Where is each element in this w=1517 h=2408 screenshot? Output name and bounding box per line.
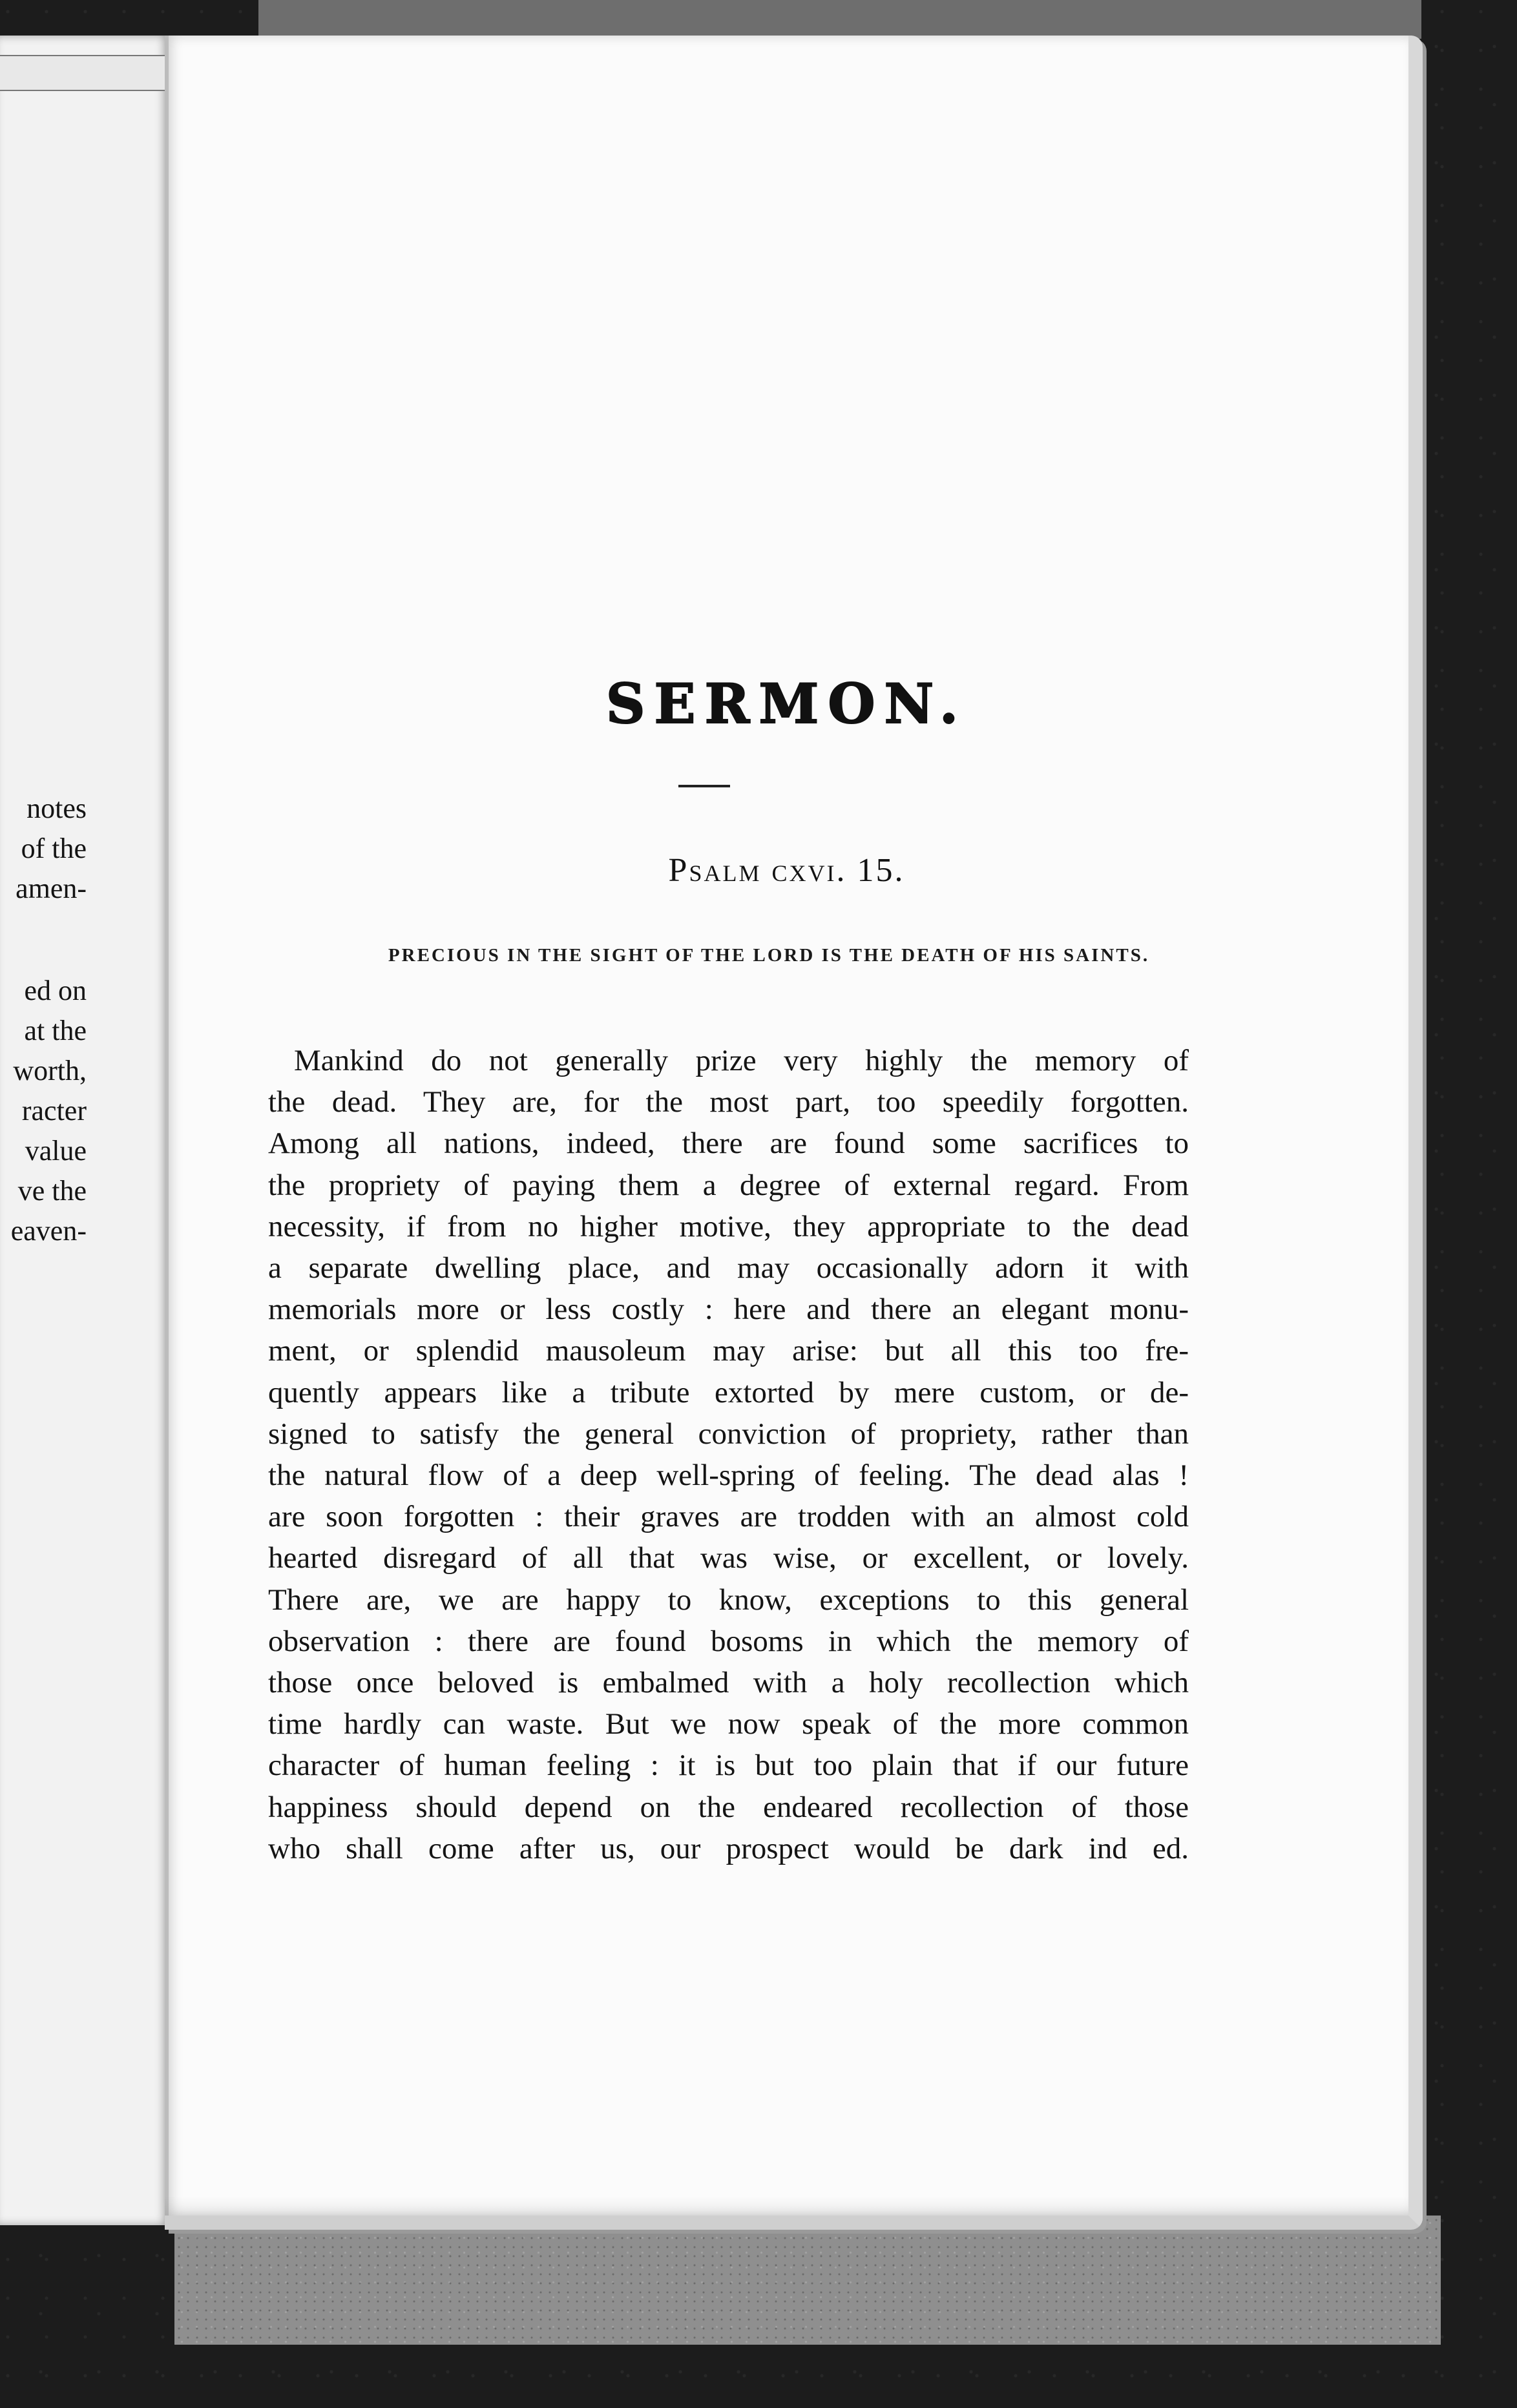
body-line: happiness should depend on the endeared recollection of those: [268, 1790, 1189, 1824]
left-fragment: racter: [21, 1095, 87, 1126]
body-line: are soon forgotten : their graves are trodden with an almost cold: [268, 1500, 1189, 1534]
heading-rule: [678, 785, 730, 787]
body-line: There are, we are happy to know, exceptions to this general: [268, 1583, 1189, 1617]
scripture-epigraph: PRECIOUS IN THE SIGHT OF THE LORD IS THE DEATH OF HIS SAINTS.: [388, 945, 1150, 966]
page-shadow: [165, 2196, 1408, 2216]
book-top-edge: [258, 0, 1421, 39]
left-fragment: worth,: [13, 1055, 87, 1086]
left-fragment: at the: [24, 1015, 87, 1046]
sermon-body: [268, 1040, 1189, 1869]
left-fragment: ve the: [17, 1175, 87, 1207]
left-fragment: amen-: [16, 873, 87, 904]
left-facing-page: [0, 36, 169, 2225]
body-line-text: Mankind do not generally prize very highly the memory of: [294, 1044, 1189, 1077]
body-line: Among all nations, indeed, there are found some sacrifices to: [268, 1126, 1189, 1161]
left-fragment: eaven-: [10, 1215, 87, 1247]
body-line: observation : there are found bosoms in which the memory of: [268, 1624, 1189, 1658]
body-line: time hardly can waste. But we now speak of the more common: [268, 1707, 1189, 1741]
body-line: [268, 1040, 1189, 1081]
left-page-tab: [0, 55, 169, 91]
body-line: hearted disregard of all that was wise, or excellent, or lovely.: [268, 1541, 1189, 1575]
body-line: a separate dwelling place, and may occasionally adorn it with: [268, 1251, 1189, 1285]
left-fragment: notes: [26, 793, 87, 824]
scripture-reference: Psalm cxvi. 15.: [668, 852, 905, 889]
left-fragment: value: [25, 1135, 87, 1167]
body-line: quently appears like a tribute extorted by mere custom, or de-: [268, 1375, 1189, 1409]
body-line: signed to satisfy the general conviction of propriety, rather than: [268, 1417, 1189, 1451]
body-line: the dead. They are, for the most part, too speedily forgotten.: [268, 1085, 1189, 1119]
body-line: those once beloved is embalmed with a holy recollection which: [268, 1666, 1189, 1700]
sermon-page: [165, 36, 1423, 2230]
page-heading: SERMON.: [605, 672, 968, 736]
body-line: memorials more or less costly : here and there an elegant monu-: [268, 1292, 1189, 1327]
body-line: character of human feeling : it is but too plain that if our future: [268, 1749, 1189, 1783]
body-line: the natural flow of a deep well-spring of feeling. The dead alas !: [268, 1458, 1189, 1493]
left-fragment: of the: [21, 833, 87, 864]
body-line: the propriety of paying them a degree of external regard. From: [268, 1168, 1189, 1202]
book-board-edge: [174, 2216, 1441, 2345]
body-line: ment, or splendid mausoleum may arise: but all this too fre-: [268, 1334, 1189, 1368]
left-fragment: ed on: [24, 975, 87, 1006]
body-line: necessity, if from no higher motive, they appropriate to the dead: [268, 1209, 1189, 1243]
page-gutter: [165, 36, 169, 2216]
body-line: who shall come after us, our prospect would be dark ind ed.: [268, 1831, 1189, 1865]
